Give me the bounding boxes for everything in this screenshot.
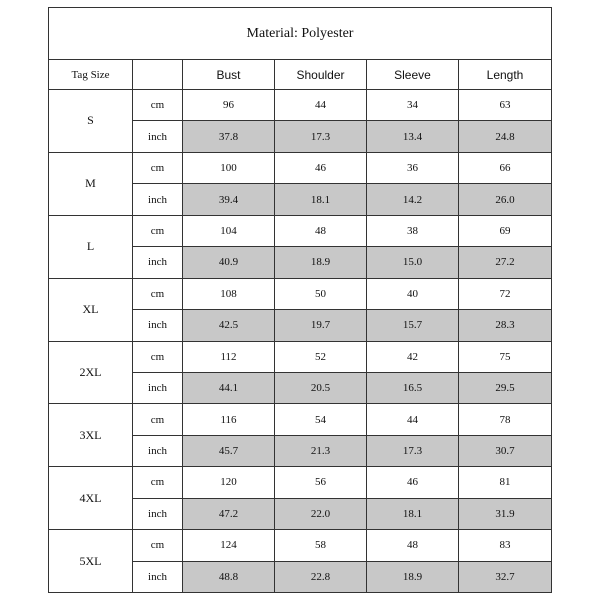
table-row: [49, 152, 552, 183]
length-value: 31.9: [459, 498, 552, 529]
shoulder-value: 58: [275, 530, 367, 561]
size-label: 2XL: [49, 341, 133, 404]
shoulder-value: 52: [275, 341, 367, 372]
sleeve-value: 15.7: [367, 310, 459, 341]
header-tag-size: Tag Size: [49, 60, 133, 90]
shoulder-value: 44: [275, 90, 367, 121]
length-value: 69: [459, 215, 552, 246]
unit-label: cm: [133, 215, 183, 246]
header-unit: [133, 60, 183, 90]
bust-value: 42.5: [183, 310, 275, 341]
size-chart: [48, 7, 551, 593]
size-label: 5XL: [49, 530, 133, 593]
sleeve-value: 38: [367, 215, 459, 246]
length-value: 28.3: [459, 310, 552, 341]
unit-label: inch: [133, 247, 183, 278]
length-value: 81: [459, 467, 552, 498]
shoulder-value: 18.1: [275, 184, 367, 215]
bust-value: 44.1: [183, 372, 275, 403]
length-value: 32.7: [459, 561, 552, 592]
bust-value: 47.2: [183, 498, 275, 529]
header-length: Length: [459, 60, 552, 90]
unit-label: cm: [133, 341, 183, 372]
shoulder-value: 19.7: [275, 310, 367, 341]
shoulder-value: 17.3: [275, 121, 367, 152]
unit-label: cm: [133, 467, 183, 498]
shoulder-value: 46: [275, 152, 367, 183]
unit-label: cm: [133, 278, 183, 309]
unit-label: inch: [133, 310, 183, 341]
shoulder-value: 21.3: [275, 435, 367, 466]
sleeve-value: 17.3: [367, 435, 459, 466]
bust-value: 112: [183, 341, 275, 372]
unit-label: cm: [133, 530, 183, 561]
bust-value: 120: [183, 467, 275, 498]
header-sleeve: Sleeve: [367, 60, 459, 90]
table-row: [49, 404, 552, 435]
length-value: 78: [459, 404, 552, 435]
sleeve-value: 42: [367, 341, 459, 372]
sleeve-value: 16.5: [367, 372, 459, 403]
table-row: [49, 278, 552, 309]
length-value: 63: [459, 90, 552, 121]
bust-value: 124: [183, 530, 275, 561]
bust-value: 104: [183, 215, 275, 246]
unit-label: inch: [133, 184, 183, 215]
length-value: 24.8: [459, 121, 552, 152]
size-label: XL: [49, 278, 133, 341]
length-value: 27.2: [459, 247, 552, 278]
sleeve-value: 18.9: [367, 561, 459, 592]
sleeve-value: 34: [367, 90, 459, 121]
table-row: [49, 530, 552, 561]
length-value: 72: [459, 278, 552, 309]
length-value: 75: [459, 341, 552, 372]
bust-value: 40.9: [183, 247, 275, 278]
shoulder-value: 20.5: [275, 372, 367, 403]
sleeve-value: 44: [367, 404, 459, 435]
header-shoulder: Shoulder: [275, 60, 367, 90]
shoulder-value: 22.0: [275, 498, 367, 529]
bust-value: 37.8: [183, 121, 275, 152]
unit-label: inch: [133, 561, 183, 592]
header-bust: Bust: [183, 60, 275, 90]
shoulder-value: 56: [275, 467, 367, 498]
shoulder-value: 48: [275, 215, 367, 246]
unit-label: inch: [133, 372, 183, 403]
size-label: M: [49, 152, 133, 215]
bust-value: 48.8: [183, 561, 275, 592]
table-row: [49, 341, 552, 372]
shoulder-value: 54: [275, 404, 367, 435]
header-row: [49, 60, 552, 90]
table-title: Material: Polyester: [49, 8, 552, 60]
unit-label: inch: [133, 435, 183, 466]
size-label: 4XL: [49, 467, 133, 530]
sleeve-value: 18.1: [367, 498, 459, 529]
shoulder-value: 22.8: [275, 561, 367, 592]
bust-value: 100: [183, 152, 275, 183]
unit-label: cm: [133, 404, 183, 435]
bust-value: 108: [183, 278, 275, 309]
shoulder-value: 18.9: [275, 247, 367, 278]
sleeve-value: 14.2: [367, 184, 459, 215]
size-table: [48, 7, 552, 593]
bust-value: 96: [183, 90, 275, 121]
length-value: 30.7: [459, 435, 552, 466]
length-value: 66: [459, 152, 552, 183]
length-value: 29.5: [459, 372, 552, 403]
length-value: 26.0: [459, 184, 552, 215]
sleeve-value: 40: [367, 278, 459, 309]
unit-label: cm: [133, 152, 183, 183]
sleeve-value: 13.4: [367, 121, 459, 152]
table-row: [49, 215, 552, 246]
bust-value: 116: [183, 404, 275, 435]
unit-label: inch: [133, 121, 183, 152]
table-row: [49, 467, 552, 498]
table-row: [49, 90, 552, 121]
bust-value: 39.4: [183, 184, 275, 215]
table-body: [49, 90, 552, 593]
length-value: 83: [459, 530, 552, 561]
unit-label: cm: [133, 90, 183, 121]
shoulder-value: 50: [275, 278, 367, 309]
size-label: L: [49, 215, 133, 278]
unit-label: inch: [133, 498, 183, 529]
bust-value: 45.7: [183, 435, 275, 466]
sleeve-value: 36: [367, 152, 459, 183]
sleeve-value: 48: [367, 530, 459, 561]
sleeve-value: 46: [367, 467, 459, 498]
size-label: 3XL: [49, 404, 133, 467]
sleeve-value: 15.0: [367, 247, 459, 278]
size-label: S: [49, 90, 133, 153]
